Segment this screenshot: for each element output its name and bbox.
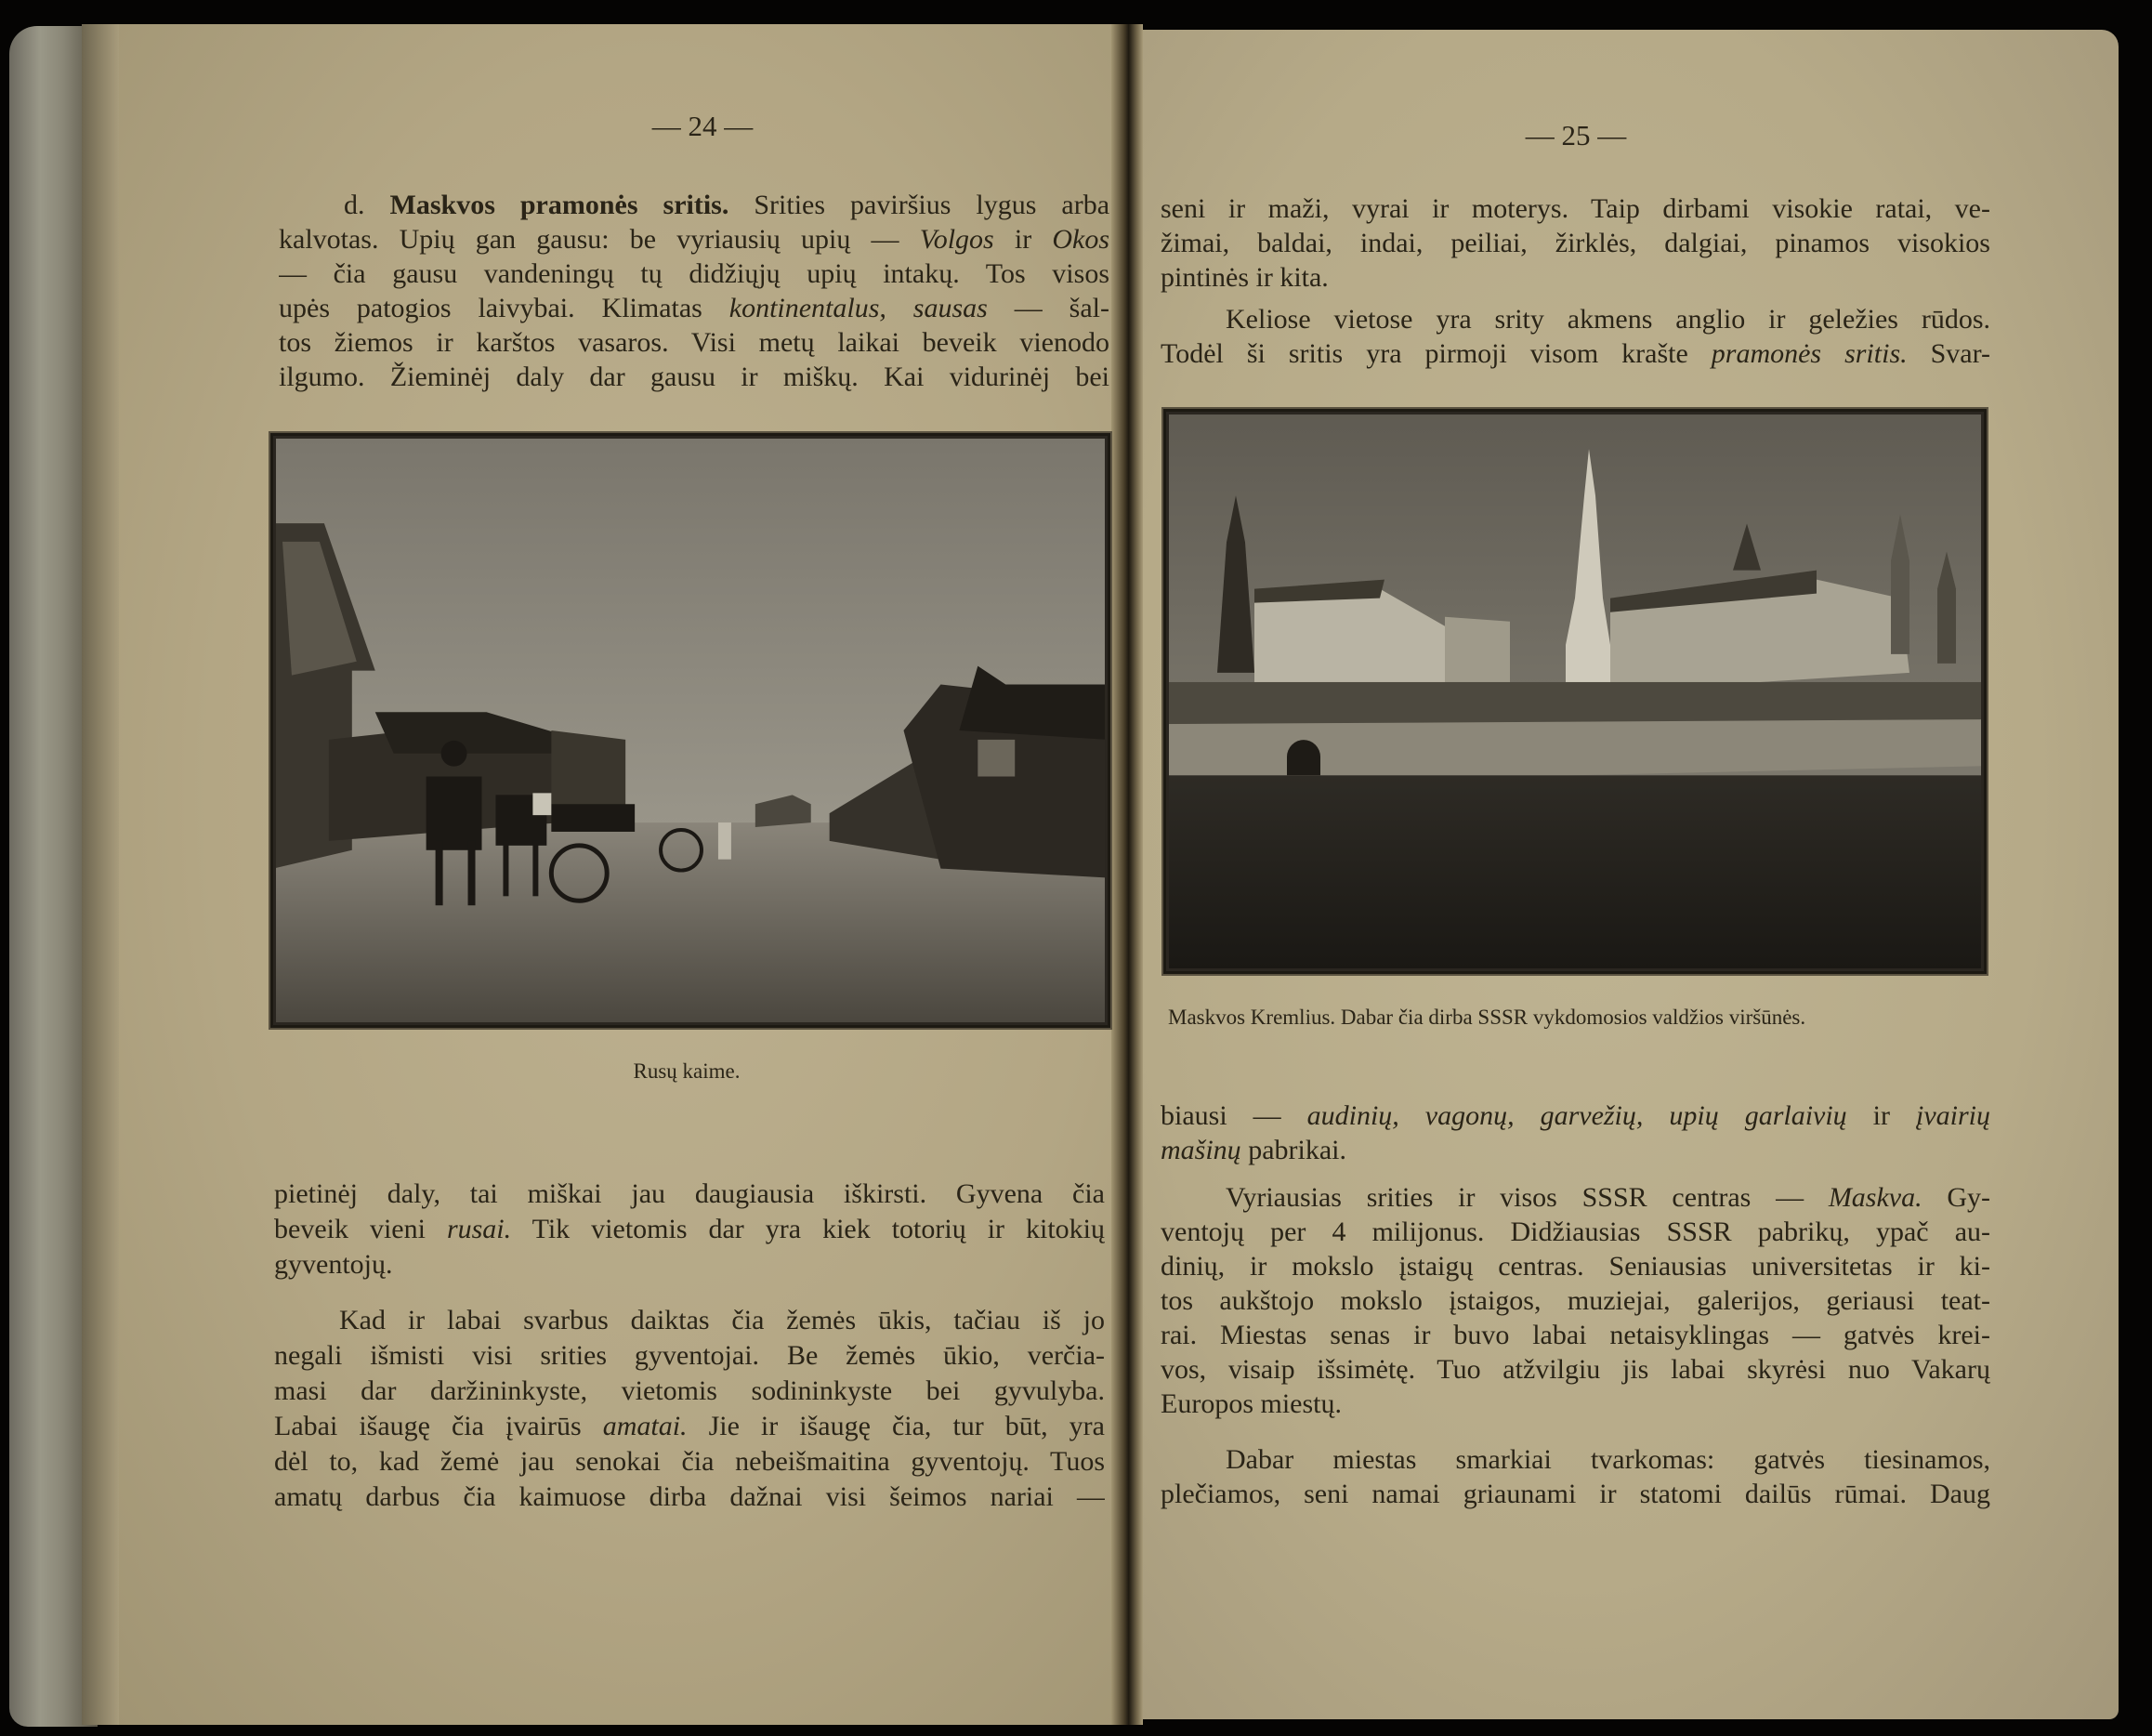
text-line	[1161, 336, 1990, 371]
text-segment: amatų darbus čia kaimuose dirba dažnai visi šeimos nariai —	[274, 1481, 1105, 1512]
text-line	[1161, 1318, 1990, 1352]
text-segment: pabrikai.	[1240, 1135, 1346, 1165]
text-line	[274, 1338, 1105, 1374]
text-line	[274, 1303, 1105, 1338]
text-line	[1161, 1352, 1990, 1387]
text-segment: negali išmisti visi srities gyventojai. Be žemės ūkio, verčia-	[274, 1340, 1105, 1371]
text-segment: tos žiemos ir karštos vasaros. Visi metų laikai beveik vienodo	[279, 327, 1109, 358]
text-segment: biausi —	[1161, 1100, 1307, 1131]
text-segment: vos, visaip išsimėtę. Tuo atžvilgiu jis labai skyrėsi nuo Vakarų	[1161, 1354, 1990, 1385]
text-segment: — šal-	[987, 293, 1109, 323]
text-line	[274, 1374, 1105, 1409]
text-segment: seni ir maži, vyrai ir moterys. Taip dirbami visokie ratai, ve-	[1161, 193, 1990, 224]
text-segment: ir	[993, 224, 1053, 255]
text-segment: Europos miestų.	[1161, 1388, 1342, 1419]
text-line	[279, 360, 1109, 394]
photo-caption-village: Rusų kaime.	[633, 1059, 741, 1083]
text-line	[279, 291, 1109, 325]
text-line	[279, 222, 1109, 256]
italic-term: mašinų	[1161, 1135, 1241, 1165]
italic-term: kontinentalus, sausas	[728, 293, 988, 323]
text-segment: masi dar daržininkyste, vietomis sodininkyste bei gyvulyba.	[274, 1375, 1105, 1406]
page-number-right: — 25 —	[1525, 119, 1627, 151]
text-segment: ir	[1846, 1100, 1916, 1131]
text-segment: Srities paviršius lygus arba	[728, 190, 1109, 220]
text-segment: žimai, baldai, indai, peiliai, žirklės, dalgiai, pinamos visokios	[1161, 228, 1990, 258]
photo-russian-village	[270, 433, 1110, 1028]
paragraph-crafts-continued	[1161, 191, 1990, 295]
book-gutter	[1111, 24, 1143, 1725]
text-line	[1161, 1477, 1990, 1511]
text-segment: Todėl ši sritis yra pirmoji visom krašte	[1161, 338, 1712, 369]
text-line	[279, 325, 1109, 360]
text-line	[1161, 1133, 1990, 1167]
text-segment: dėl to, kad žemė jau senokai čia nebeišmaitina gyventojų. Tuos	[274, 1446, 1105, 1477]
text-segment: Vyriausias srities ir visos SSSR centras —	[1226, 1182, 1829, 1213]
paragraph-moscow-industrial-region	[279, 188, 1109, 394]
text-line	[1161, 1283, 1990, 1318]
text-line	[1161, 1215, 1990, 1249]
text-segment: plečiamos, seni namai griaunami ir statomi dailūs rūmai. Daug	[1161, 1479, 1990, 1509]
text-line	[274, 1212, 1105, 1247]
text-segment: Labai išaugę čia įvairūs	[274, 1411, 603, 1441]
text-segment: beveik vieni	[274, 1214, 447, 1244]
photo-moscow-kremlin	[1163, 409, 1987, 974]
text-segment: Svar-	[1907, 338, 1990, 369]
text-segment: kalvotas. Upių gan gausu: be vyriausių upių —	[279, 224, 920, 255]
paragraph-crafts	[274, 1303, 1105, 1515]
paragraph-coal-iron	[1161, 302, 1990, 371]
text-segment: upės patogios laivybai. Klimatas	[279, 293, 729, 323]
text-line	[1161, 302, 1990, 336]
italic-term: rusai.	[446, 1214, 512, 1244]
paragraph-factories	[1161, 1098, 1990, 1167]
text-segment: Keliose vietose yra srity akmens anglio ir geležies rūdos.	[1226, 304, 1990, 335]
page-number-left: — 24 —	[651, 110, 754, 142]
text-line	[1161, 260, 1990, 295]
text-segment: pintinės ir kita.	[1161, 262, 1329, 293]
text-segment: ventojų per 4 milijonus. Didžiausias SSSR pabrikų, ypač au-	[1161, 1217, 1990, 1247]
text-segment: gyventojų.	[274, 1249, 393, 1280]
bold-heading: Maskvos pramonės sritis.	[389, 190, 729, 220]
text-line	[274, 1444, 1105, 1480]
text-segment: — čia gausu vandeningų tų didžiųjų upių intakų. Tos visos	[279, 258, 1109, 289]
italic-term: Volgos	[919, 224, 994, 255]
text-segment: d.	[344, 190, 390, 220]
paragraph-city-rebuilding	[1161, 1442, 1990, 1511]
text-segment: Tik vietomis dar yra kiek totorių ir kitokių	[511, 1214, 1105, 1244]
text-line	[279, 256, 1109, 291]
italic-term: Okos	[1052, 224, 1109, 255]
text-segment: Jie ir išaugę čia, tur būt, yra	[687, 1411, 1105, 1441]
village-street-image	[273, 436, 1108, 1025]
text-line	[1161, 1249, 1990, 1283]
text-line	[279, 188, 1109, 222]
text-line	[274, 1480, 1105, 1515]
italic-term: pramonės sritis.	[1711, 338, 1908, 369]
italic-term: audinių, vagonų, garvežių, upių garlaivių	[1306, 1100, 1847, 1131]
kremlin-image	[1166, 412, 1984, 971]
text-segment: Gy-	[1922, 1182, 1990, 1213]
text-line	[274, 1177, 1105, 1212]
text-line	[1161, 1387, 1990, 1421]
text-line	[1161, 1442, 1990, 1477]
italic-term: įvairių	[1915, 1100, 1990, 1131]
paragraph-population	[274, 1177, 1105, 1282]
text-segment: Dabar miestas smarkiai tvarkomas: gatvės tiesinamos,	[1226, 1444, 1990, 1475]
text-line	[274, 1247, 1105, 1282]
text-line	[274, 1409, 1105, 1444]
text-line	[1161, 226, 1990, 260]
text-segment: tos aukštojo mokslo įstaigos, muziejai, galerijos, geriausi teat-	[1161, 1285, 1990, 1316]
text-line	[1161, 191, 1990, 226]
italic-term: amatai.	[602, 1411, 688, 1441]
photo-caption-kremlin: Maskvos Kremlius. Dabar čia dirba SSSR vykdomosios valdžios viršūnės.	[1168, 1006, 1806, 1029]
text-segment: rai. Miestas senas ir buvo labai netaisyklingas — gatvės krei-	[1161, 1320, 1990, 1350]
text-segment: ilgumo. Žieminėj daly dar gausu ir miškų. Kai vidurinėj bei	[279, 362, 1109, 392]
text-segment: pietinėj daly, tai miškai jau daugiausia iškirsti. Gyvena čia	[274, 1178, 1105, 1209]
paragraph-moscow-center	[1161, 1180, 1990, 1421]
text-line	[1161, 1098, 1990, 1133]
text-line	[1161, 1180, 1990, 1215]
text-segment: dinių, ir mokslo įstaigų centras. Seniausias universitetas ir ki-	[1161, 1251, 1990, 1282]
italic-term: Maskva.	[1828, 1182, 1922, 1213]
text-segment: Kad ir labai svarbus daiktas čia žemės ūkis, tačiau iš jo	[339, 1305, 1105, 1335]
